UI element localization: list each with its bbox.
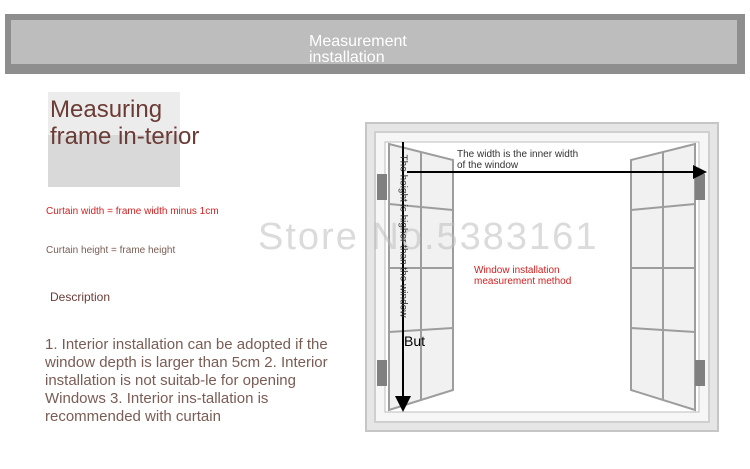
width-rule: Curtain width = frame width minus 1cm	[46, 206, 219, 217]
hinge-icon	[695, 174, 705, 200]
section-heading: Measuring frame in-terior	[50, 96, 200, 150]
header-bar	[5, 14, 745, 74]
header-title-line1: Measurement	[309, 33, 407, 50]
header-panel	[11, 20, 737, 64]
width-note: The width is the inner width of the window	[457, 149, 579, 171]
hinge-icon	[377, 174, 387, 200]
but-label: But	[404, 333, 426, 349]
height-note: The height is higher than the window	[397, 154, 409, 318]
height-rule: Curtain height = frame height	[46, 245, 176, 256]
hinge-icon	[695, 360, 705, 386]
description-text: 1. Interior installation can be adopted if the window depth is larger than 5cm 2. Interior installation is not suitab-le for opening Windows 3. Interior ins-tallation is recommended with curtain	[45, 336, 328, 425]
store-watermark: Store No.5383161	[258, 216, 599, 258]
header-title-line2: installation	[309, 49, 385, 66]
header-title	[309, 34, 509, 66]
hinge-icon	[377, 360, 387, 386]
description-label: Description	[50, 290, 111, 304]
method-note: Window installation measurement method	[474, 265, 572, 287]
